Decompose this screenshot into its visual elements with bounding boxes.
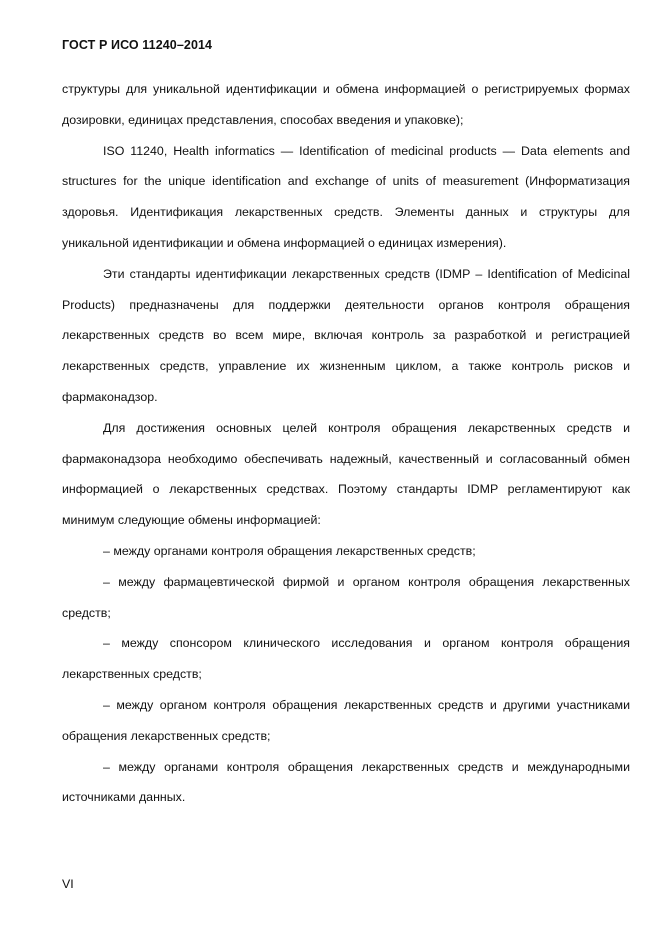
paragraph-continuation: структуры для уникальной идентификации и обмена информацией о регистрируемых формах дозировки, единицах представления, способах введения и упаковке); [62, 82, 630, 127]
paragraph-idmp-purpose: Эти стандарты идентификации лекарственных средств (IDMP – Identification of Medicinal Products) предназначены для поддержки деятельности органов контроля обращения лекарственных средств во всем мире, включая контроль за разработкой и регистрацией лекарственных средств, управление их жизненным циклом, а также контроль рисков и фармаконадзор. [62, 266, 630, 404]
paragraph-iso-11240: ISO 11240, Health informatics — Identification of medicinal products — Data elements and structures for the unique identification and exchange of units of measurement (Информатизация здоровья. Идентификация лекарственных средств. Элементы данных и структуры для уникальной идентификации и обмена информацией о единицах измерения). [62, 143, 630, 250]
list-item: – между органом контроля обращения лекарственных средств и другими участниками обращения лекарственных средств; [62, 697, 630, 743]
list-item: – между фармацевтической фирмой и органом контроля обращения лекарственных средств; [62, 574, 630, 620]
list-item: – между органами контроля обращения лекарственных средств; [103, 543, 476, 558]
document-body [62, 74, 630, 813]
list-item: – между органами контроля обращения лекарственных средств и международными источниками данных. [62, 759, 630, 805]
page-number: VI [62, 877, 74, 891]
paragraph-exchange-intro: Для достижения основных целей контроля обращения лекарственных средств и фармаконадзора необходимо обеспечивать надежный, качественный и согласованный обмен информацией о лекарственных средствах. Поэтому стандарты IDMP регламентируют как минимум следующие обмены информацией: [62, 420, 630, 528]
document-header-title: ГОСТ Р ИСО 11240–2014 [62, 38, 213, 52]
list-item: – между спонсором клинического исследования и органом контроля обращения лекарственных средств; [62, 636, 630, 682]
